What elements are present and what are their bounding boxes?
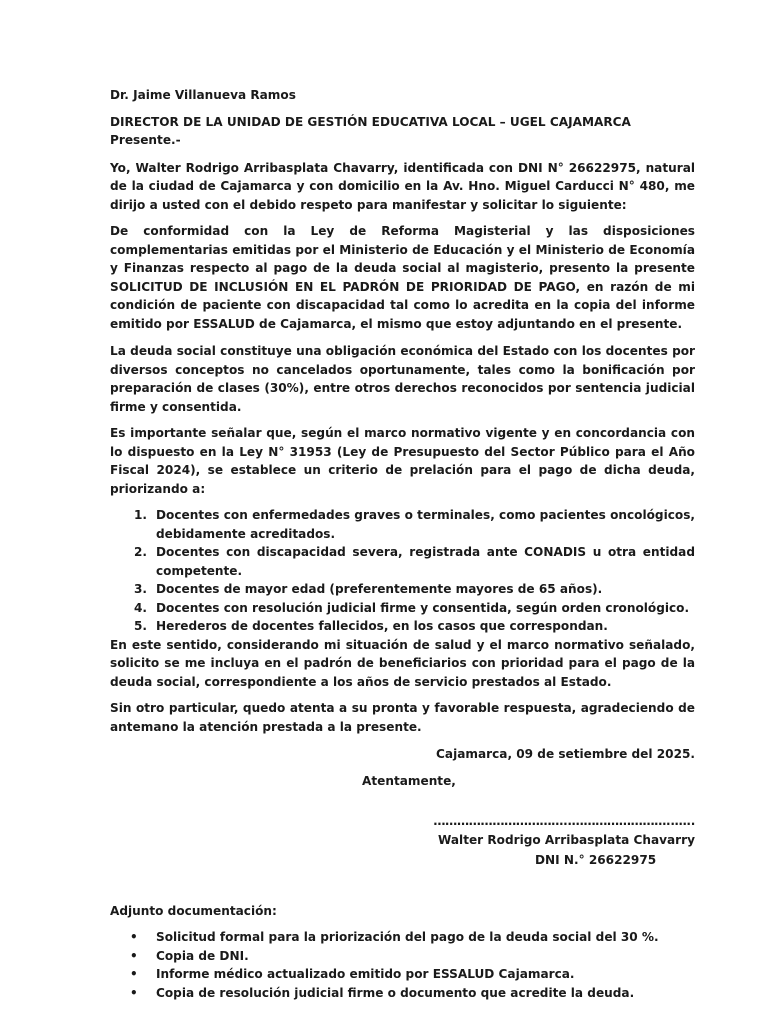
signature-line: ……………………………..……………………..…..	[433, 814, 695, 828]
paragraph-petition: En este sentido, considerando mi situación de salud y el marco normativo señalado, solicito se me incluya en el padrón de beneficiarios con prioridad para el pago de la deuda social, correspondiente a los años de servicio prestados al Estado.	[110, 637, 695, 689]
priority-list	[110, 506, 695, 636]
list-item	[110, 543, 695, 580]
list-item-number: 2.	[134, 545, 148, 559]
list-item	[110, 599, 695, 618]
attachment-text: Copia de resolución judicial firme o documento que acredite la deuda.	[156, 985, 635, 1000]
attachments-heading: Adjunto documentación:	[110, 903, 277, 918]
salutation: Presente.-	[110, 133, 181, 147]
list-item	[110, 984, 695, 1003]
list-item-text: Docentes de mayor edad (preferentemente mayores de 65 años).	[156, 582, 603, 596]
attachment-text: Solicitud formal para la priorización del pago de la deuda social del 30 %.	[156, 930, 659, 944]
attachments-list	[110, 928, 695, 1002]
letter-body	[110, 86, 695, 1002]
intro-paragraph: Yo, Walter Rodrigo Arribasplata Chavarry, identificada con DNI N° 26622975, natural de la ciudad de Cajamarca y con domicilio en la Av. Hno. Miguel Carducci N° 480, me dirijo a usted con el debido respeto para manifestar y solicitar lo siguiente:	[110, 160, 695, 212]
bullet-icon: •	[130, 948, 138, 963]
list-item	[110, 506, 695, 543]
list-item-number: 5.	[134, 619, 148, 633]
signer-dni: DNI N.° 26622975	[535, 853, 657, 867]
recipient-name: Dr. Jaime Villanueva Ramos	[110, 88, 296, 102]
recipient-title: DIRECTOR DE LA UNIDAD DE GESTIÓN EDUCATIVA LOCAL – UGEL CAJAMARCA	[110, 114, 631, 129]
paragraph-closing-remarks: Sin otro particular, quedo atenta a su pronta y favorable respuesta, agradeciendo de antemano la atención prestada a la presente.	[110, 701, 695, 734]
list-item	[110, 617, 695, 636]
list-item-text: Herederos de docentes fallecidos, en los casos que correspondan.	[156, 619, 608, 633]
list-item-number: 4.	[134, 600, 148, 615]
list-item	[110, 965, 695, 984]
list-item-text: Docentes con discapacidad severa, registrada ante CONADIS u otra entidad competente.	[156, 545, 695, 578]
attachment-text: Copia de DNI.	[156, 948, 249, 963]
bullet-icon: •	[130, 985, 138, 1000]
attachment-text: Informe médico actualizado emitido por ESSALUD Cajamarca.	[156, 967, 575, 981]
list-item-text: Docentes con enfermedades graves o terminales, como pacientes oncológicos, debidamente acreditados.	[156, 508, 695, 541]
list-item	[110, 947, 695, 966]
list-item-number: 1.	[134, 508, 148, 522]
closing-phrase: Atentamente,	[362, 773, 456, 788]
signer-name: Walter Rodrigo Arribasplata Chavarry	[437, 832, 695, 847]
list-item	[110, 928, 695, 947]
list-item	[110, 580, 695, 599]
paragraph-legal-framework: Es importante señalar que, según el marco normativo vigente y en concordancia con lo dispuesto en la Ley N° 31953 (Ley de Presupuesto del Sector Público para el Año Fiscal 2024), se establece un criterio de prelación para el pago de dicha deuda, priorizando a:	[110, 426, 695, 496]
bullet-icon: •	[130, 967, 138, 981]
place-date: Cajamarca, 09 de setiembre del 2025.	[436, 747, 695, 761]
paragraph-social-debt: La deuda social constituye una obligación económica del Estado con los docentes por diversos conceptos no cancelados oportunamente, tales como la bonificación por preparación de clases (30%), entre otros derechos reconocidos por sentencia judicial firme y consentida.	[110, 344, 695, 414]
list-item-number: 3.	[134, 582, 148, 596]
list-item-text: Docentes con resolución judicial firme y consentida, según orden cronológico.	[156, 600, 690, 615]
paragraph-request: De conformidad con la Ley de Reforma Magisterial y las disposiciones complementarias emitidas por el Ministerio de Educación y el Ministerio de Economía y Finanzas respecto al pago de la deuda social al magisterio, presento la presente SOLICITUD DE INCLUSIÓN EN EL PADRÓN DE PRIORIDAD DE PAGO, en razón de mi condición de paciente con discapacidad tal como lo acredita en la copia del informe emitido por ESSALUD de Cajamarca, el mismo que estoy adjuntando en el presente.	[110, 224, 695, 331]
bullet-icon: •	[130, 930, 138, 944]
